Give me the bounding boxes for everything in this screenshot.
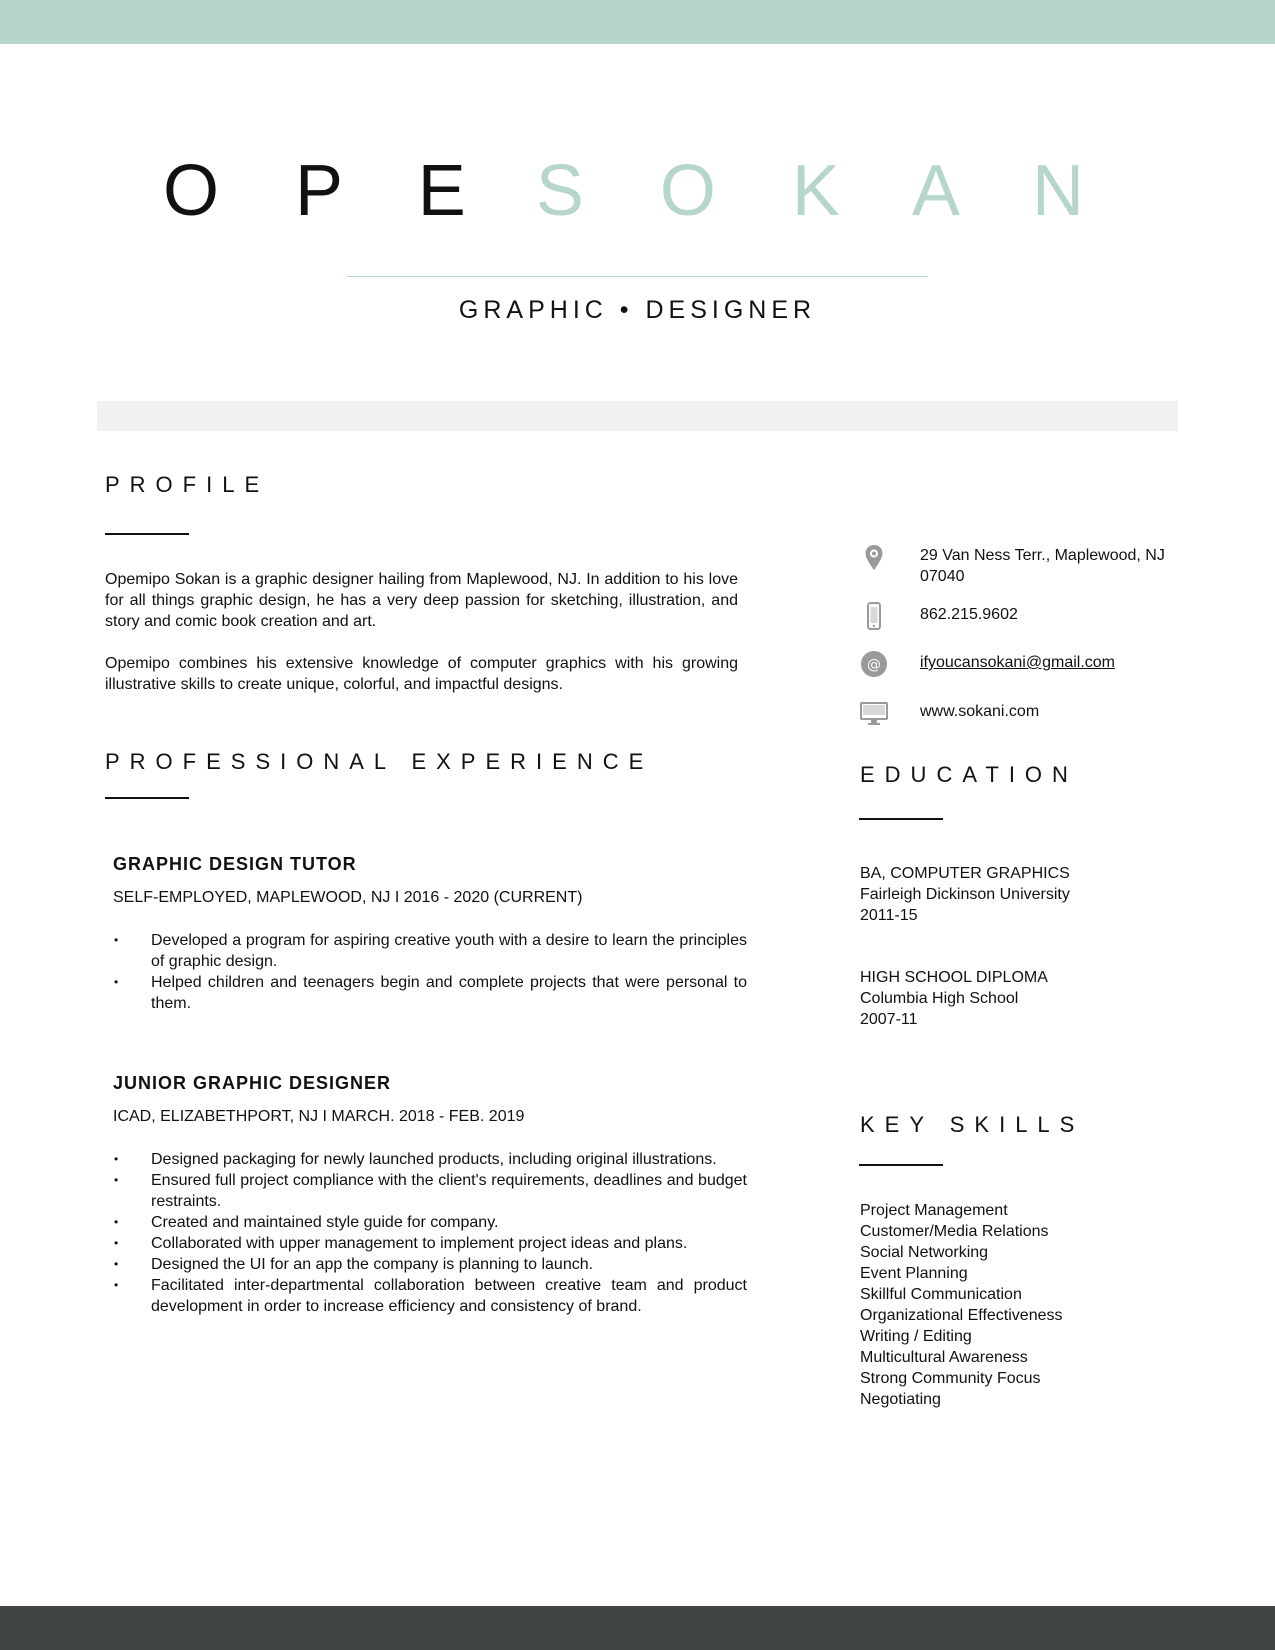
contact-website[interactable]: [860, 699, 1180, 731]
list-item: • Designed the UI for an app the company is planning to launch.: [114, 1256, 594, 1273]
list-item: Event Planning: [860, 1265, 968, 1282]
education-rule: [859, 818, 943, 820]
job-title-1: GRAPHIC DESIGN TUTOR: [113, 854, 357, 874]
contact-phone: [860, 602, 1180, 634]
job-bullets-1: [113, 930, 747, 1014]
last-name: S O K A N: [535, 151, 1112, 231]
header-band: [97, 401, 1178, 431]
profile-rule: [105, 533, 189, 535]
list-item: Customer/Media Relations: [860, 1223, 1049, 1240]
resume-name: [0, 150, 1275, 232]
website-text[interactable]: www.sokani.com: [920, 703, 1040, 720]
education-years: 2011-15: [860, 907, 918, 924]
experience-rule: [105, 797, 189, 799]
list-item: • Ensured full project compliance with the client's requirements, deadlines and budget restraints.: [114, 1172, 747, 1210]
education-heading: EDUCATION: [860, 762, 1078, 787]
job-meta-1: SELF-EMPLOYED, MAPLEWOOD, NJ I 2016 - 2020 (CURRENT): [113, 889, 583, 906]
list-item: Social Networking: [860, 1244, 989, 1261]
list-item: • Collaborated with upper management to implement project ideas and plans.: [114, 1235, 688, 1252]
skills-heading: KEY SKILLS: [860, 1112, 1085, 1137]
footer-bar: [0, 1606, 1275, 1650]
email-link[interactable]: ifyoucansokani@gmail.com: [920, 654, 1115, 671]
list-item: • Designed packaging for newly launched products, including original illustrations.: [114, 1151, 717, 1168]
education-school: Fairleigh Dickinson University: [860, 886, 1070, 903]
job-subtitle: GRAPHIC • DESIGNER: [458, 296, 817, 324]
phone-icon: [860, 602, 888, 630]
contact-email[interactable]: [860, 650, 1180, 682]
education-degree: HIGH SCHOOL DIPLOMA: [860, 969, 1048, 986]
contact-address: [860, 543, 1180, 587]
profile-paragraph-2: Opemipo combines his extensive knowledge of computer graphics with his growing illustrative skills to create unique, colorful, and impactful designs.: [105, 655, 738, 693]
profile-paragraph-1: Opemipo Sokan is a graphic designer hailing from Maplewood, NJ. In addition to his love for all things graphic design, he has a very deep passion for sketching, illustration, and story and comic book creation and art.: [105, 571, 738, 630]
svg-text:@: @: [867, 657, 881, 673]
profile-heading: PROFILE: [105, 472, 270, 497]
skills-rule: [859, 1164, 943, 1166]
list-item: Skillful Communication: [860, 1286, 1022, 1303]
education-school: Columbia High School: [860, 990, 1019, 1007]
list-item: • Created and maintained style guide for company.: [114, 1214, 499, 1231]
education-entry-1: [860, 863, 1070, 926]
title-divider: [347, 276, 928, 277]
phone-text: 862.215.9602: [920, 606, 1018, 623]
education-entry-2: [860, 967, 1048, 1030]
job-bullets-2: [113, 1149, 747, 1317]
list-item: • Facilitated inter-departmental collaboration between creative team and product development in order to increase efficiency and consistency of brand.: [114, 1277, 747, 1315]
address-text: 29 Van Ness Terr., Maplewood, NJ 07040: [920, 547, 1165, 585]
education-years: 2007-11: [860, 1011, 918, 1028]
list-item: Organizational Effectiveness: [860, 1307, 1063, 1324]
list-item: Strong Community Focus: [860, 1370, 1041, 1387]
skills-list: [860, 1200, 1062, 1410]
job-title-2: JUNIOR GRAPHIC DESIGNER: [113, 1073, 392, 1093]
job-meta-2: ICAD, ELIZABETHPORT, NJ I MARCH. 2018 - FEB. 2019: [113, 1108, 525, 1125]
list-item: Multicultural Awareness: [860, 1349, 1028, 1366]
list-item: Negotiating: [860, 1391, 941, 1408]
education-degree: BA, COMPUTER GRAPHICS: [860, 865, 1070, 882]
top-accent-bar: [0, 0, 1275, 44]
list-item: • Helped children and teenagers begin and complete projects that were personal to them.: [114, 974, 747, 1012]
email-at-icon: [860, 650, 888, 678]
list-item: Writing / Editing: [860, 1328, 972, 1345]
monitor-icon: [860, 699, 888, 727]
first-name: O P E: [163, 151, 494, 231]
location-pin-icon: [860, 543, 888, 571]
experience-heading: PROFESSIONAL EXPERIENCE: [105, 749, 654, 774]
list-item: Project Management: [860, 1202, 1008, 1219]
list-item: • Developed a program for aspiring creative youth with a desire to learn the principles of graphic design.: [114, 932, 747, 970]
